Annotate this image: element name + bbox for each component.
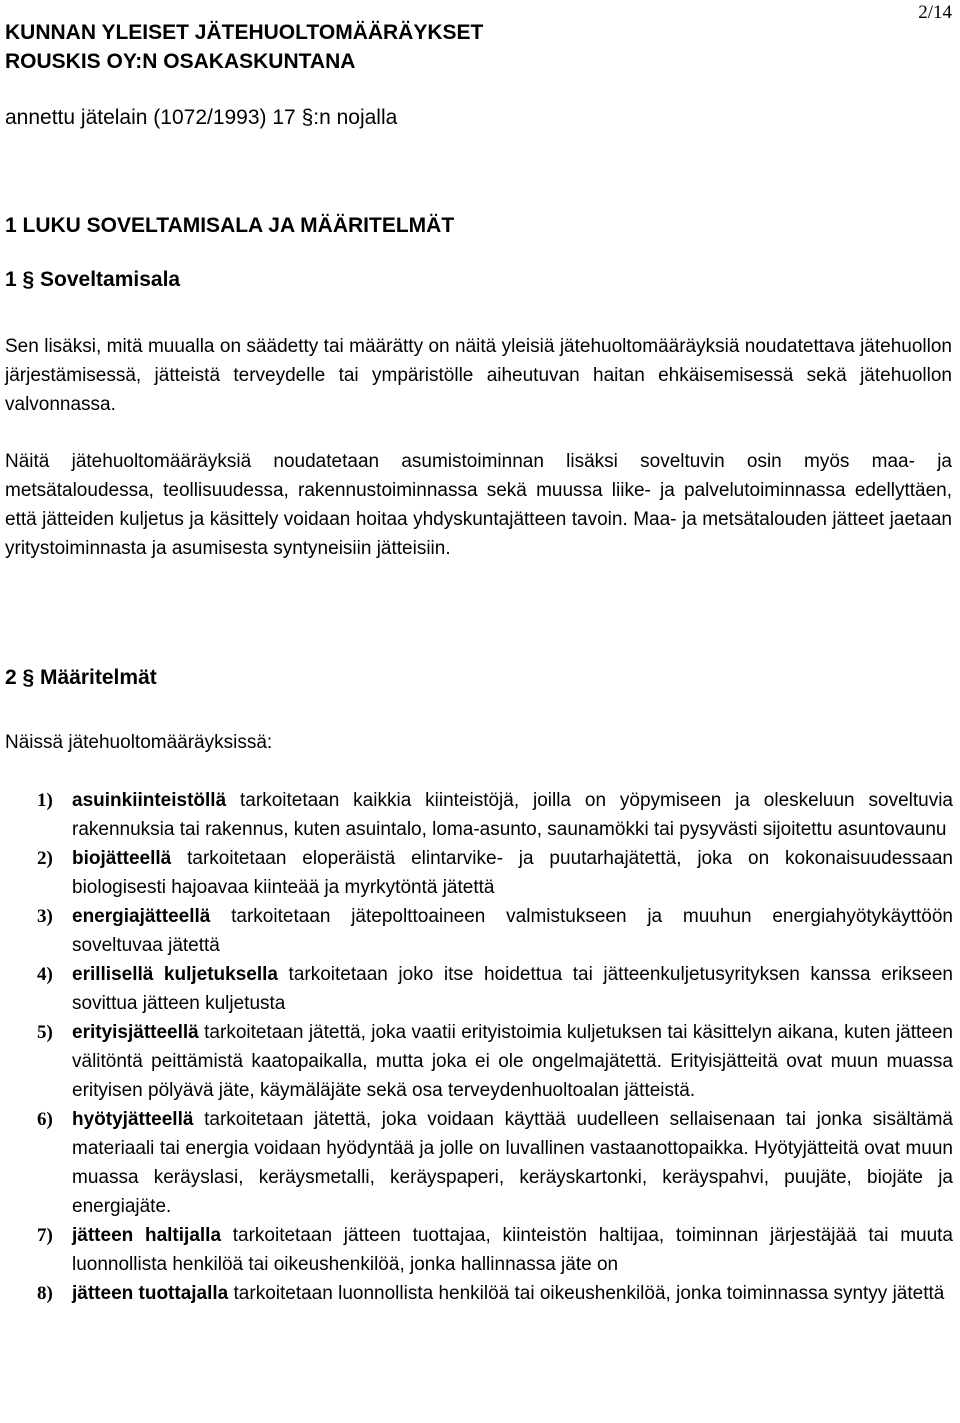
page-number: 2/14 <box>918 2 952 23</box>
definition-term: jätteen tuottajalla <box>72 1283 229 1304</box>
section-1-paragraph-1: Sen lisäksi, mitä muualla on säädetty tai määrätty on näitä yleisiä jätehuoltomääräyksiä noudatettava jätehuollon järjestämisessä, jätteistä terveydelle tai ympäristölle aiheutuvan haitan ehkäisemisessä sekä jätehuollon valvonnassa. <box>5 336 952 415</box>
definition-number: 2) <box>37 848 53 869</box>
definition-term: energiajätteellä <box>72 906 211 927</box>
definition-text: tarkoitetaan jätepolttoaineen valmistukseen ja muuhun energiahyötykäyttöön soveltuvaa jätettä <box>72 906 953 956</box>
definition-item <box>37 1279 953 1308</box>
definition-item <box>37 960 953 1018</box>
definition-number: 5) <box>37 1022 53 1043</box>
section-1-heading: 1 § Soveltamisala <box>5 268 181 291</box>
definition-text: tarkoitetaan jätettä, joka voidaan käyttää uudelleen sellaisenaan tai jonka sisältämä materiaali tai energia voidaan hyödyntää ja jolle on luvallinen vastaanottopaikka. Hyötyjätteitä ovat muun muassa keräyslasi, keräysmetalli, keräyspaperi, keräyskartonki, keräyspahvi, puujäte, biojäte ja energiajäte. <box>72 1109 953 1217</box>
definition-term: hyötyjätteellä <box>72 1109 194 1130</box>
definition-term: asuinkiinteistöllä <box>72 790 227 811</box>
definitions-intro: Näissä jätehuoltomääräyksissä: <box>5 732 273 753</box>
definition-text: tarkoitetaan eloperäistä elintarvike- ja puutarhajätettä, joka on kokonaisuudessaan biologisesti hajoavaa kiinteää ja myrkytöntä jätettä <box>72 848 953 898</box>
definition-text: tarkoitetaan jätteen tuottajaa, kiinteistön haltijaa, toiminnan järjestäjää tai muuta luonnollista henkilöä tai oikeushenkilöä, jonka hallinnassa jäte on <box>72 1225 954 1275</box>
definitions-list <box>37 786 953 1308</box>
definition-item <box>37 1221 953 1279</box>
definition-item <box>37 1105 953 1221</box>
definition-term: erityisjätteellä <box>72 1022 199 1043</box>
definition-item <box>37 902 953 960</box>
definition-number: 1) <box>37 790 53 811</box>
header-line-1: KUNNAN YLEISET JÄTEHUOLTOMÄÄRÄYKSET <box>5 21 484 44</box>
legal-basis-line: annettu jätelain (1072/1993) 17 §:n nojalla <box>5 106 398 129</box>
definition-item <box>37 786 953 844</box>
definition-number: 7) <box>37 1225 53 1246</box>
definition-text: tarkoitetaan luonnollista henkilöä tai oikeushenkilöä, jonka toiminnassa syntyy jätettä <box>228 1283 945 1304</box>
definition-text: tarkoitetaan joko itse hoidettua tai jätteenkuljetusyrityksen kanssa erikseen sovittua jätteen kuljetusta <box>72 964 953 1014</box>
definition-number: 6) <box>37 1109 53 1130</box>
chapter-title: 1 LUKU SOVELTAMISALA JA MÄÄRITELMÄT <box>5 214 455 237</box>
definition-item <box>37 844 953 902</box>
definition-term: biojätteellä <box>72 848 172 869</box>
section-1-paragraph-2: Näitä jätehuoltomääräyksiä noudatetaan asumistoiminnan lisäksi soveltuvin osin myös maa- ja metsätaloudessa, teollisuudessa, rakennustoiminnassa sekä muussa liike- ja palvelutoiminnassa edellyttäen, että jätteiden kuljetus ja käsittely voidaan hoitaa yhdyskuntajätteen tavoin. Maa- ja metsätalouden jätteet jaetaan yritystoiminnasta ja asumisesta syntyneisiin jätteisiin. <box>5 451 952 559</box>
definition-text: tarkoitetaan jätettä, joka vaatii erityistoimia kuljetuksen tai käsittelyn aikana, kuten jätteen välitöntä peittämistä kaatopaikalla, mutta joka ei ole ongelmajätettä. Erityisjätteitä ovat muun muassa erityisen pölyävä jäte, käymäläjäte sekä osa terveydenhuoltoalan jätteistä. <box>72 1022 953 1101</box>
definition-number: 8) <box>37 1283 53 1304</box>
document-header <box>5 18 483 76</box>
definition-term: jätteen haltijalla <box>72 1225 222 1246</box>
definition-item <box>37 1018 953 1105</box>
definition-term: erillisellä kuljetuksella <box>72 964 278 985</box>
section-2-heading: 2 § Määritelmät <box>5 666 157 689</box>
definition-number: 3) <box>37 906 53 927</box>
header-line-2: ROUSKIS OY:N OSAKASKUNTANA <box>5 50 356 73</box>
definition-text: tarkoitetaan kaikkia kiinteistöjä, joilla on yöpymiseen ja oleskeluun soveltuvia rakennuksia tai rakennus, kuten asuintalo, loma-asunto, saunamökki tai pysyvästi sijoitettu asuntovaunu <box>72 790 953 840</box>
definition-number: 4) <box>37 964 53 985</box>
